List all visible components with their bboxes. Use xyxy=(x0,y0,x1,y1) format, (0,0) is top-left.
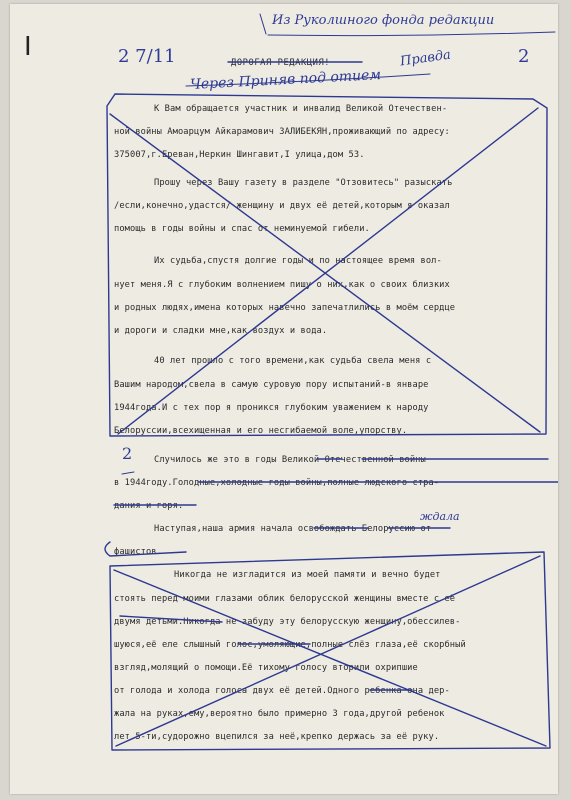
body-line: /если,конечно,удастся/ женщину и двух её детей,которым я оказал xyxy=(114,201,450,211)
inserted-word: ждала xyxy=(420,510,460,523)
pen-markings xyxy=(10,4,558,794)
body-line: 1944года.И с тех пор я проникся глубоким уважением к народу xyxy=(114,403,429,413)
letter-heading: ДОРОГАЯ РЕДАКЦИЯ! xyxy=(231,58,331,68)
body-line: и дороги и сладки мне,как воздух и вода. xyxy=(114,326,328,336)
document-page xyxy=(10,4,558,794)
body-line: жала на руках,ему,вероятно было примерно 3 года,другой ребенок xyxy=(114,709,445,719)
body-line: фашистов. xyxy=(114,547,162,557)
body-line: взгляд,молящий о помощи.Её тихому голосу вторили охрипшие xyxy=(114,663,418,673)
body-line: ной войны Амоарцум Айкарамович ЗАЛИБЕКЯН,проживающий по адресу: xyxy=(114,127,450,137)
body-line: Никогда не изгладится из моей памяти и вечно будет xyxy=(174,570,441,580)
body-line: Случилось же это в годы Великой Отечественной войны xyxy=(154,455,426,465)
body-line: Прошу через Вашу газету в разделе "Отзовитесь" разыскать xyxy=(154,178,453,188)
body-line: нует меня.Я с глубоким волнением пишу о них,как о своих близких xyxy=(114,280,450,290)
heading-handwritten-note: Через Приняв под отием xyxy=(189,67,382,93)
pravda-note: Правда xyxy=(399,47,452,70)
body-line: помощь в годы войны и спас от неминуемой гибели. xyxy=(114,224,370,234)
archive-source-note: Из Руколшного фонда редакции xyxy=(272,13,495,28)
body-line: от голода и холода голоса двух её детей.Одного ребенка она дер- xyxy=(114,686,450,696)
body-line: и родных людях,имена которых навечно запечатлились в моём сердце xyxy=(114,303,456,313)
body-line: шуюся,её еле слышный голос,умоляющие,полные слёз глаза,её скорбный xyxy=(114,640,466,650)
roman-numeral-mark: I xyxy=(24,32,32,62)
body-line: двумя детьми.Никогда не забуду эту белорусскую женщину,обессилев- xyxy=(114,617,461,627)
body-line: стоять перед моими глазами облик белорусской женщины вместе с её xyxy=(114,594,456,604)
body-line: 40 лет прошло с того времени,как судьба свела меня с xyxy=(154,356,432,366)
body-line: Вашим народом,свела в самую суровую пору испытаний-в январе xyxy=(114,380,429,390)
margin-number: 2 xyxy=(122,444,133,463)
body-line: Их судьба,спустя долгие годы и по настоящее время вол- xyxy=(154,256,442,266)
body-line: лет 5-ти,судорожно вцепился за неё,крепко держась за её руку. xyxy=(114,732,440,742)
handwritten-page-number: 2 xyxy=(518,46,530,67)
body-line: Белоруссии,всехищенная и его несгибаемой воле,упорству. xyxy=(114,426,408,436)
handwritten-code: 2 7/11 xyxy=(118,46,176,67)
body-line: в 1944году.Голодные,холодные годы войны,полные людского стра- xyxy=(114,478,440,488)
body-line: К Вам обращается участник и инвалид Великой Отечествен- xyxy=(154,104,448,114)
body-line: дания и горя. xyxy=(114,501,184,511)
body-line: Наступая,наша армия начала освобождать Белоруссию от xyxy=(154,524,432,534)
body-line: 375007,г.Ереван,Неркин Шингавит,I улица,дом 53. xyxy=(114,150,365,160)
